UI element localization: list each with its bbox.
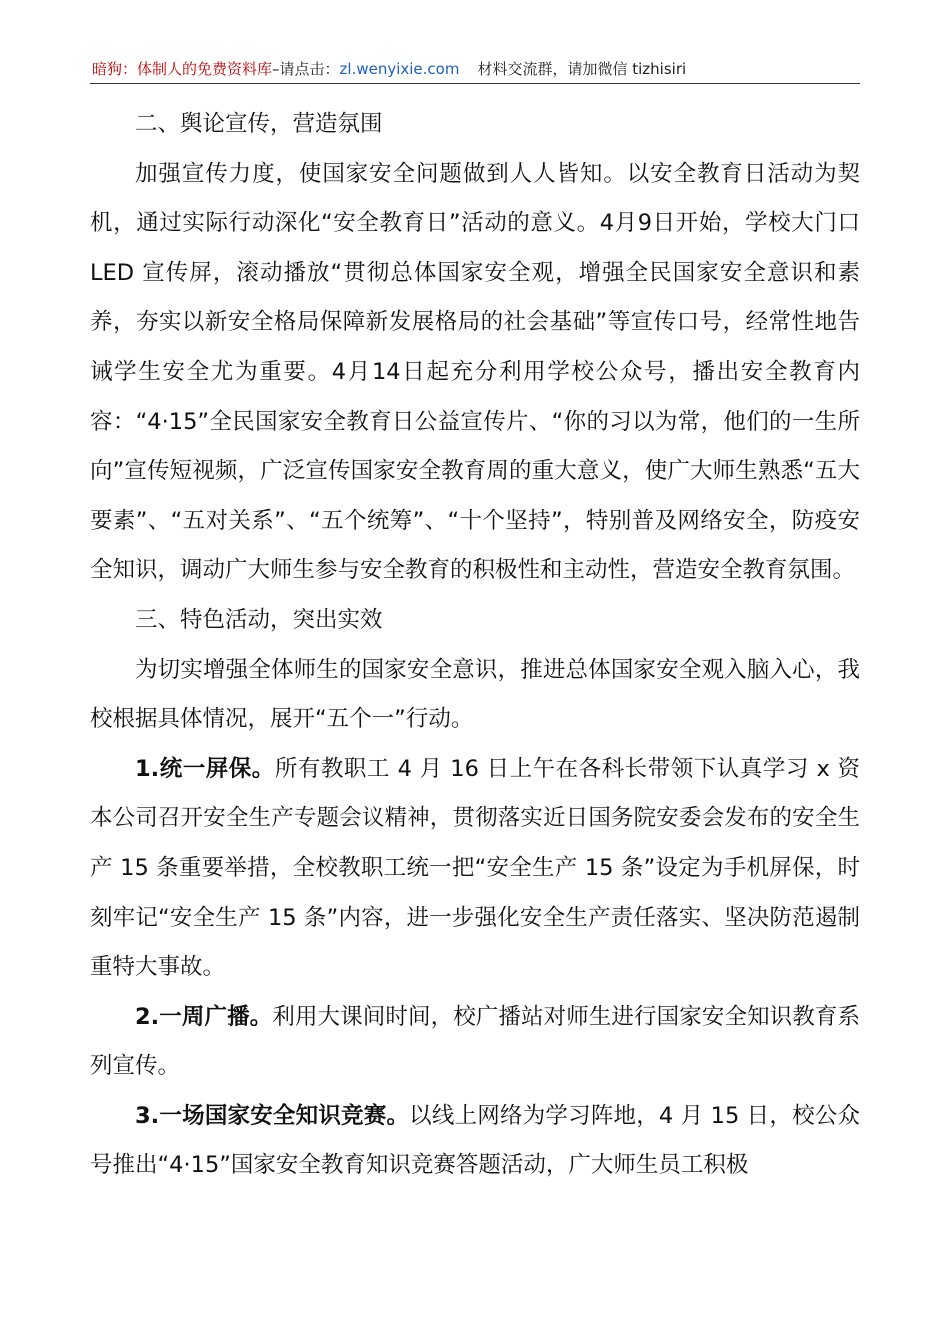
paragraph: 为切实增强全体师生的国家安全意识，推进总体国家安全观入脑入心，我校根据具体情况，展开“五个一”行动。 [90, 656, 860, 733]
item-text: 以线上网络为学习阵地，4 月 15 日，校公众号推出“4·15”国家安全教育知识竞赛答题活动，广大师生员工积极 [90, 1102, 860, 1179]
header-divider [90, 83, 860, 84]
header-prompt: –请点击： [272, 60, 340, 78]
item-title: 3.一场国家安全知识竞赛。 [135, 1102, 410, 1129]
list-item [90, 1092, 860, 1191]
header-link[interactable]: zl.wenyixie.com [339, 60, 460, 78]
item-title: 2.一周广播。 [135, 1003, 273, 1030]
header-contact: 材料交流群，请加微信 tizhisiri [477, 60, 687, 78]
item-text: 利用大课间时间，校广播站对师生进行国家安全知识教育系列宣传。 [90, 1003, 860, 1080]
item-text: 所有教职工 4 月 16 日上午在各科长带领下认真学习 x 资本公司召开安全生产专题会议精神，贯彻落实近日国务院安委会发布的安全生产 15 条重要举措，全校教职工统一把“安全生产 15 条”设定为手机屏保，时刻牢记“安全生产 15 条”内容，进一步强化安全生产责任落实、坚决防范遏制重特大事故。 [90, 755, 860, 981]
paragraph: 加强宣传力度，使国家安全问题做到人人皆知。以安全教育日活动为契机，通过实际行动深化“安全教育日”活动的意义。4月9日开始，学校大门口 LED 宣传屏，滚动播放“贯彻总体国家安全观，增强全民国家安全意识和素养，夯实以新安全格局保障新发展格局的社会基础”等宣传口号，经常性地告诫学生安全尤为重要。4月14日起充分利用学校公众号，播出安全教育内容：“4·15”全民国家安全教育日公益宣传片、“你的习以为常，他们的一生所向”宣传短视频，广泛宣传国家安全教育周的重大意义，使广大师生熟悉“五大要素”、“五对关系”、“五个统筹”、“十个坚持”，特别普及网络安全，防疫安全知识，调动广大师生参与安全教育的积极性和主动性，营造安全教育氛围。 [90, 160, 860, 584]
item-title: 1.统一屏保。 [135, 755, 275, 782]
section-heading: 二、舆论宣传，营造氛围 [135, 111, 383, 137]
list-item [90, 993, 860, 1092]
section-heading: 三、特色活动，突出实效 [135, 606, 383, 633]
page-header [92, 58, 860, 80]
header-brand: 暗狗：体制人的免费资料库 [92, 60, 273, 78]
document-body [90, 100, 860, 1191]
list-item [90, 745, 860, 993]
